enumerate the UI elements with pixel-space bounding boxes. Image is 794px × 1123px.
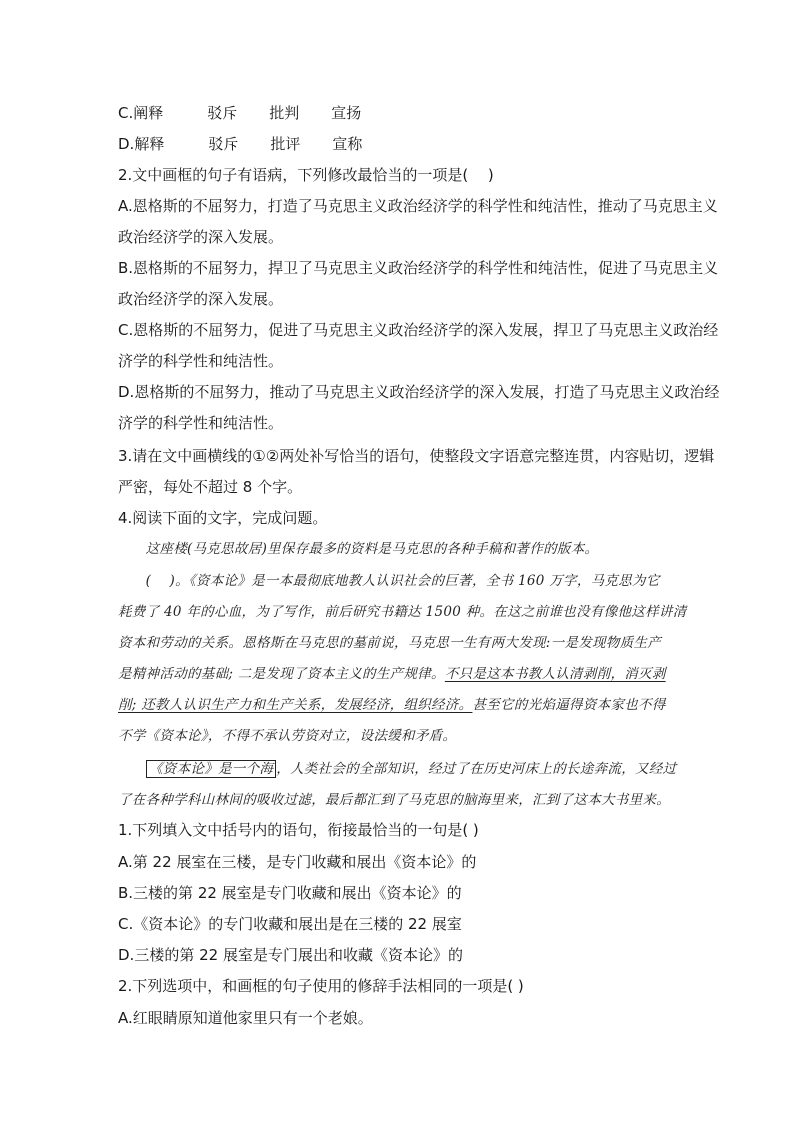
boxed-sentence: 《资本论》是一个海 [146,760,276,778]
passage-line [118,695,686,715]
q2-option-b-line2: 政治经济学的深入发展。 [118,290,284,308]
q2-option-d-line2: 济学的科学性和纯洁性。 [118,414,284,432]
option-c-row [118,103,361,123]
sub1-option-d: D.三楼的第 22 展室是专门展出和收藏《资本论》的 [118,946,463,964]
sub2-option-a: A.红眼睛原知道他家里只有一个老娘。 [118,1009,373,1027]
option-letter: C. [118,104,134,122]
option-word: 驳斥 [207,104,238,122]
underlined-sentence: 不只是这本书教人认清剥削，消灭剥 [444,666,666,682]
passage-line [118,759,686,779]
option-word: 阐释 [133,104,164,122]
q2-option-d-line1: D.恩格斯的不屈努力，推动了马克思主义政治经济学的深入发展，打造了马克思主义政治经 [118,383,720,401]
option-d-row [118,134,362,154]
q2-option-a-line2: 政治经济学的深入发展。 [118,228,284,246]
passage-line: 不学《资本论》，不得不承认劳资对立，设法缓和矛盾。 [118,728,457,744]
passage-line: 耗费了 40 年的心血，为了写作，前后研究书籍达 1500 种。在这之前谁也没有像他这样讲清 [118,604,687,620]
passage-text: 是精神活动的基础; 二是发现了资本主义的生产规律。 [118,666,445,682]
sub1-option-c: C.《资本论》的专门收藏和展出是在三楼的 22 展室 [118,915,462,933]
question-2-stem: 2.文中画框的句子有语病，下列修改最恰当的一项是( ) [118,166,494,184]
q2-option-a-line1: A.恩格斯的不屈努力，打造了马克思主义政治经济学的科学性和纯洁性，推动了马克思主义 [118,197,718,215]
underlined-sentence: 削; 还教人认识生产力和生产关系，发展经济，组织经济。 [118,697,473,713]
sub-question-2-stem: 2.下列选项中，和画框的句子使用的修辞手法相同的一项是( ) [118,977,524,995]
option-word: 驳斥 [208,135,239,153]
option-word: 宣称 [332,135,363,153]
sub1-option-a: A.第 22 展室在三楼，是专门收藏和展出《资本论》的 [118,853,477,871]
option-word: 宣扬 [331,104,362,122]
passage-line [118,664,686,684]
option-word: 批判 [269,104,300,122]
option-word: 批评 [270,135,301,153]
question-3-line1: 3.请在文中画横线的①②两处补写恰当的语句，使整段文字语意完整连贯，内容贴切，逻辑 [118,447,715,465]
passage-line: 资本和劳动的关系。恩格斯在马克思的墓前说，马克思一生有两大发现:一是发现物质生产 [118,635,662,651]
option-letter: D. [118,135,135,153]
q2-option-c-line1: C.恩格斯的不屈努力，促进了马克思主义政治经济学的深入发展，捍卫了马克思主义政治经 [118,321,719,339]
passage-line: 这座楼(马克思故居)里保存最多的资料是马克思的各种手稿和著作的版本。 [118,541,599,557]
question-3-line2: 严密，每处不超过 8 个字。 [118,478,303,496]
sub1-option-b: B.三楼的第 22 展室是专门收藏和展出《资本论》的 [118,884,462,902]
passage-line: ( )。《资本论》是一本最彻底地教人认识社会的巨著，全书 160 万字，马克思为它 [118,573,660,589]
passage-text: 甚至它的光焰逼得资本家也不得 [472,697,666,713]
sub-question-1-stem: 1.下列填入文中括号内的语句，衔接最恰当的一句是( ) [118,821,479,839]
passage-text: ，人类社会的全部知识，经过了在历史河床上的长途奔流，又经过 [276,761,677,777]
q2-option-b-line1: B.恩格斯的不屈努力，捍卫了马克思主义政治经济学的科学性和纯洁性，促进了马克思主义 [118,259,719,277]
question-4-title: 4.阅读下面的文字，完成问题。 [118,509,328,527]
q2-option-c-line2: 济学的科学性和纯洁性。 [118,352,284,370]
passage-line: 了在各种学科山林间的吸收过滤，最后都汇到了马克思的脑海里来，汇到了这本大书里来。 [118,792,670,808]
option-word: 解释 [134,135,165,153]
